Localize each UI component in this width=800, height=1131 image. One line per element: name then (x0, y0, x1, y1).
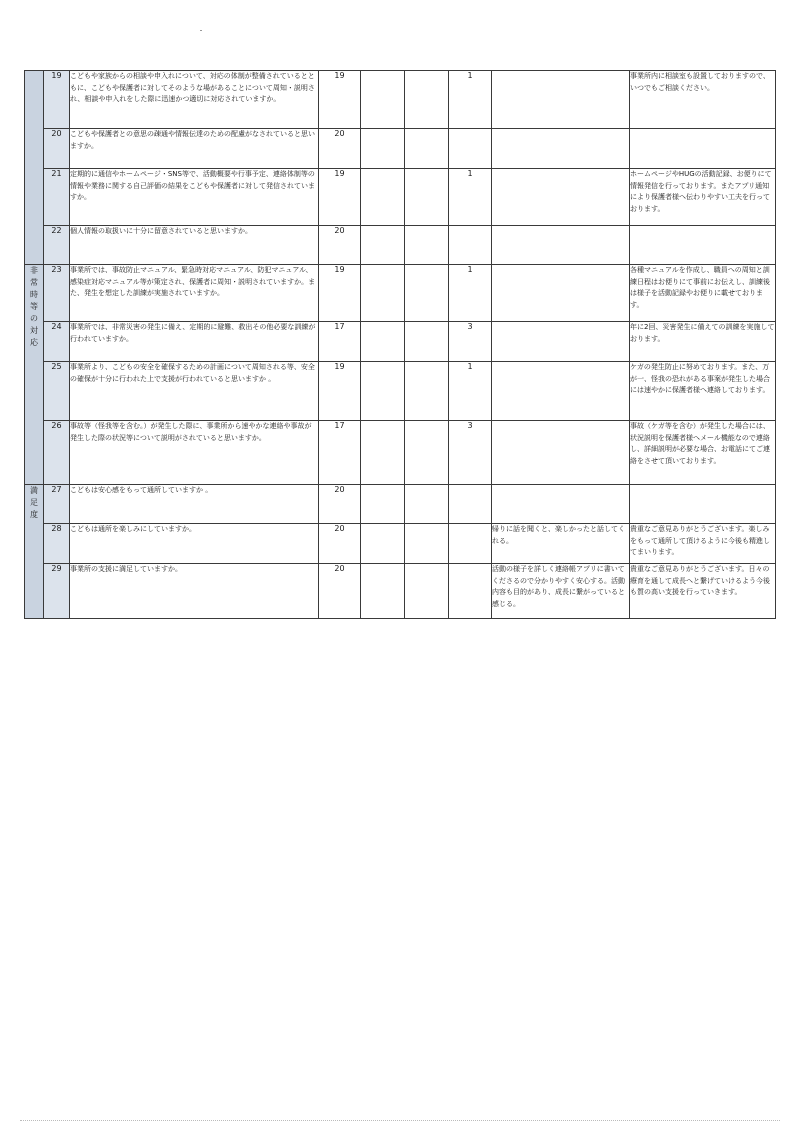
count-yes: 17 (319, 322, 361, 362)
question-text: こどもは通所を楽しみにしていますか。 (70, 524, 319, 564)
section-cell-blank (25, 71, 44, 265)
count-unknown: 1 (449, 71, 492, 129)
parent-comment (492, 322, 630, 362)
parent-comment (492, 169, 630, 226)
row-number: 23 (44, 265, 70, 322)
facility-response: 事業所内に相談室も設置しておりますので、いつでもご相談ください。 (630, 71, 776, 129)
parent-comment (492, 421, 630, 485)
row-number: 22 (44, 226, 70, 265)
table-row (25, 362, 776, 421)
table-row (25, 265, 776, 322)
row-number: 29 (44, 564, 70, 619)
question-text: 事業所では、事故防止マニュアル、緊急時対応マニュアル、防犯マニュアル、感染症対応マニュアル等が策定され、保護者に周知・説明されていますか。また、発生を想定した訓練が実施されていますか。 (70, 265, 319, 322)
parent-comment: 帰りに話を聞くと、楽しかったと話してくれる。 (492, 524, 630, 564)
count-unknown: 1 (449, 265, 492, 322)
count-no (405, 226, 449, 265)
row-number: 26 (44, 421, 70, 485)
parent-comment (492, 265, 630, 322)
question-text: 事業所より、こどもの安全を確保するための計画について周知される等、安全の確保が十分に行われた上で支援が行われていると思いますか 。 (70, 362, 319, 421)
count-dont-know (361, 322, 405, 362)
row-number: 21 (44, 169, 70, 226)
facility-response (630, 485, 776, 524)
question-text: 事業所の支援に満足していますか。 (70, 564, 319, 619)
table-row (25, 129, 776, 169)
count-no (405, 362, 449, 421)
parent-comment (492, 226, 630, 265)
count-unknown: 1 (449, 362, 492, 421)
parent-comment (492, 362, 630, 421)
count-dont-know (361, 485, 405, 524)
count-yes: 19 (319, 169, 361, 226)
row-number: 20 (44, 129, 70, 169)
facility-response (630, 129, 776, 169)
parent-comment (492, 71, 630, 129)
count-dont-know (361, 362, 405, 421)
table-row (25, 71, 776, 129)
count-yes: 20 (319, 129, 361, 169)
count-dont-know (361, 564, 405, 619)
count-no (405, 524, 449, 564)
row-number: 28 (44, 524, 70, 564)
row-number: 19 (44, 71, 70, 129)
count-no (405, 322, 449, 362)
section-label-emergency: 非常時等の対応 (25, 265, 44, 485)
count-yes: 20 (319, 485, 361, 524)
count-dont-know (361, 421, 405, 485)
facility-response (630, 226, 776, 265)
count-unknown: 3 (449, 421, 492, 485)
count-unknown: 1 (449, 169, 492, 226)
count-no (405, 71, 449, 129)
facility-response: 貴重なご意見ありがとうございます。日々の療育を通して成長へと繋げていけるよう今後も質の高い支援を行っていきます。 (630, 564, 776, 619)
count-yes: 20 (319, 524, 361, 564)
table-row (25, 421, 776, 485)
section-label-satisfaction: 満足度 (25, 485, 44, 619)
parent-comment: 活動の様子を詳しく連絡帳アプリに書いてくださるので分かりやすく安心する。活動内容も目的があり、成長に繋がっていると感じる。 (492, 564, 630, 619)
question-text: こどもや家族からの相談や申入れについて、対応の体制が整備されているとともに、こどもや保護者に対してそのような場があることについて周知・説明され、相談や申入れをした際に迅速かつ適切に対応されていますか。 (70, 71, 319, 129)
count-unknown (449, 129, 492, 169)
count-dont-know (361, 169, 405, 226)
facility-response: ケガの発生防止に努めております。また、万が一、怪我の恐れがある事案が発生した場合には速やかに保護者様へ連絡しております。 (630, 362, 776, 421)
scan-mark (200, 30, 202, 31)
count-no (405, 485, 449, 524)
count-unknown: 3 (449, 322, 492, 362)
row-number: 27 (44, 485, 70, 524)
count-dont-know (361, 129, 405, 169)
count-yes: 19 (319, 265, 361, 322)
facility-response: 事故（ケガ等を含む）が発生した場合には、状況説明を保護者様へメール機能なので連絡し、詳細説明が必要な場合、お電話にてご連絡をさせて頂いております。 (630, 421, 776, 485)
table-row (25, 226, 776, 265)
count-dont-know (361, 265, 405, 322)
question-text: 個人情報の取扱いに十分に留意されていると思いますか。 (70, 226, 319, 265)
count-no (405, 169, 449, 226)
facility-response: 各種マニュアルを作成し、職員への周知と訓練日程はお便りにて事前にお伝えし、訓練後は様子を活動記録やお便りに載せております。 (630, 265, 776, 322)
question-text: こどもや保護者との意思の疎通や情報伝達のための配慮がなされていると思いますか。 (70, 129, 319, 169)
question-text: 定期的に通信やホームページ・SNS等で、活動概要や行事予定、連絡体制等の情報や業務に関する自己評価の結果をこどもや保護者に対して発信されていますか。 (70, 169, 319, 226)
count-yes: 20 (319, 564, 361, 619)
count-dont-know (361, 71, 405, 129)
table-row (25, 322, 776, 362)
table-row (25, 169, 776, 226)
parent-comment (492, 129, 630, 169)
row-number: 24 (44, 322, 70, 362)
facility-response: ホームページやHUGの活動記録、お便りにて情報発信を行っております。またアプリ通知により保護者様へ伝わりやすい工夫を行っております。 (630, 169, 776, 226)
survey-table (24, 70, 776, 619)
count-dont-know (361, 524, 405, 564)
table-row (25, 564, 776, 619)
parent-comment (492, 485, 630, 524)
count-yes: 17 (319, 421, 361, 485)
question-text: こどもは安心感をもって通所していますか 。 (70, 485, 319, 524)
count-unknown (449, 564, 492, 619)
question-text: 事故等（怪我等を含む。）が発生した際に、事業所から速やかな連絡や事故が発生した際の状況等について説明がされていると思いますか。 (70, 421, 319, 485)
count-no (405, 129, 449, 169)
count-dont-know (361, 226, 405, 265)
count-no (405, 421, 449, 485)
table-row (25, 524, 776, 564)
table-row (25, 485, 776, 524)
count-no (405, 564, 449, 619)
count-yes: 20 (319, 226, 361, 265)
count-yes: 19 (319, 71, 361, 129)
row-number: 25 (44, 362, 70, 421)
question-text: 事業所では、非常災害の発生に備え、定期的に避難、救出その他必要な訓練が行われていますか。 (70, 322, 319, 362)
count-yes: 19 (319, 362, 361, 421)
count-unknown (449, 485, 492, 524)
count-no (405, 265, 449, 322)
count-unknown (449, 226, 492, 265)
facility-response: 貴重なご意見ありがとうございます。楽しみをもって通所して頂けるように今後も精進してまいります。 (630, 524, 776, 564)
facility-response: 年に2回、災害発生に備えての訓練を実施しております。 (630, 322, 776, 362)
survey-sheet (24, 70, 775, 619)
page-bottom-line (20, 1120, 780, 1121)
count-unknown (449, 524, 492, 564)
